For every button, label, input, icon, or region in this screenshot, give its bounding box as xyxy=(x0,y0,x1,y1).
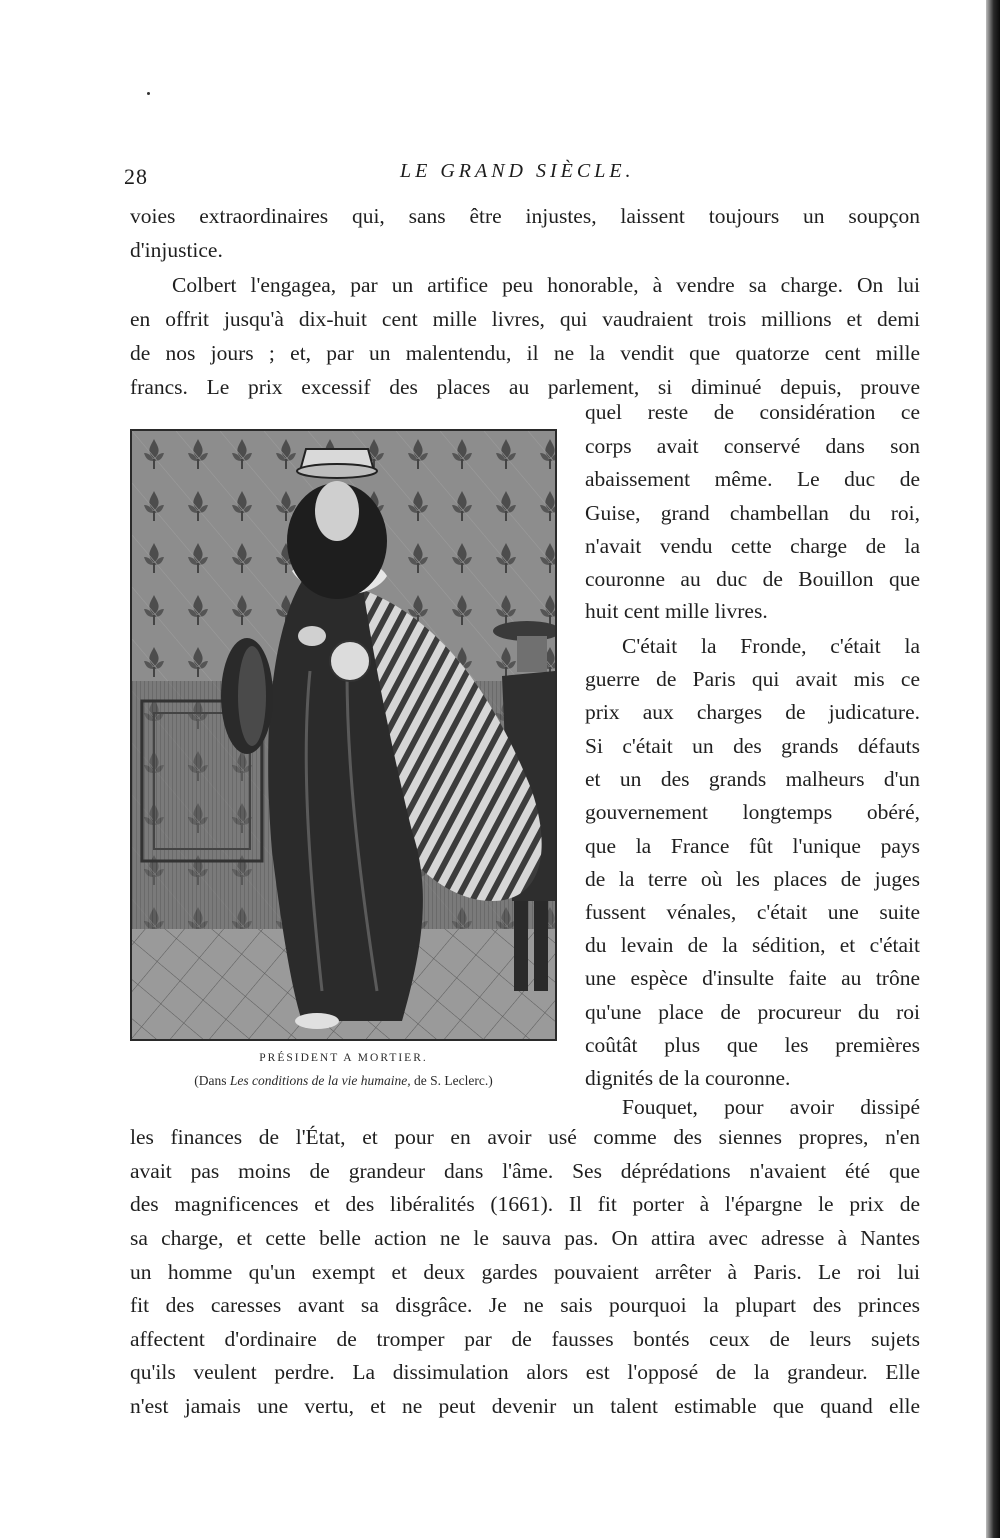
caption-suffix: de S. Leclerc.) xyxy=(410,1073,493,1088)
engraving-illustration xyxy=(132,431,555,1039)
body-line: prix aux charges de judicature. xyxy=(585,700,920,724)
body-line: sa charge, et cette belle action ne le sauva pas. On attira avec adresse à Nantes xyxy=(130,1226,920,1250)
body-line: quel reste de considération ce xyxy=(585,400,920,424)
body-line: corps avait conservé dans son xyxy=(585,434,920,458)
body-line: Guise, grand chambellan du roi, xyxy=(585,501,920,525)
body-line: fit des caresses avant sa disgrâce. Je ne sais pourquoi la plupart des princes xyxy=(130,1293,920,1317)
body-line: des magnificences et des libéralités (1661). Il fit porter à l'épargne le prix de xyxy=(130,1192,920,1216)
body-line: avait pas moins de grandeur dans l'âme. Ses déprédations n'avaient été que xyxy=(130,1159,920,1183)
body-line: fussent vénales, c'était une suite xyxy=(585,900,920,924)
scan-edge-shadow xyxy=(986,0,1000,1538)
body-line: que la France fût l'unique pays xyxy=(585,834,920,858)
body-line: Fouquet, pour avoir dissipé xyxy=(622,1095,920,1119)
body-line: gouvernement longtemps obéré, xyxy=(585,800,920,824)
body-line: qu'une place de procureur du roi xyxy=(585,1000,920,1024)
body-line: de la terre où les places de juges xyxy=(585,867,920,891)
body-line: abaissement même. Le duc de xyxy=(585,467,920,491)
body-line: une espèce d'insulte faite au trône xyxy=(585,966,920,990)
body-line: C'était la Fronde, c'était la xyxy=(622,634,920,658)
scan-speck xyxy=(147,92,150,95)
page-number: 28 xyxy=(124,164,148,189)
body-line: guerre de Paris qui avait mis ce xyxy=(585,667,920,691)
caption-work-title: Les conditions de la vie humaine, xyxy=(229,1073,411,1088)
figure-caption-source xyxy=(130,1073,557,1089)
figure-caption-title: PRÉSIDENT A MORTIER. xyxy=(259,1052,428,1064)
body-line: Colbert l'engagea, par un artifice peu honorable, à vendre sa charge. On lui xyxy=(172,273,920,297)
body-line: affectent d'ordinaire de tromper par de fausses bontés ceux de leurs sujets xyxy=(130,1327,920,1351)
body-line: en offrit jusqu'à dix-huit cent mille livres, qui vaudraient trois millions et demi xyxy=(130,307,920,331)
body-line: les finances de l'État, et pour en avoir usé comme des siennes propres, n'en xyxy=(130,1125,920,1149)
body-line: et un des grands malheurs d'un xyxy=(585,767,920,791)
body-line: Si c'était un des grands défauts xyxy=(585,734,920,758)
body-line: voies extraordinaires qui, sans être injustes, laissent toujours un soupçon xyxy=(130,204,920,228)
body-line: n'est jamais une vertu, et ne peut devenir un talent estimable que quand elle xyxy=(130,1394,920,1418)
body-line: qu'ils veulent perdre. La dissimulation alors est l'opposé de la grandeur. Elle xyxy=(130,1360,920,1384)
body-line: du levain de la sédition, et c'était xyxy=(585,933,920,957)
engraving-figure xyxy=(130,429,557,1041)
body-line: d'injustice. xyxy=(130,238,223,262)
body-line: n'avait vendu cette charge de la xyxy=(585,534,920,558)
body-line: huit cent mille livres. xyxy=(585,599,768,623)
body-line: de nos jours ; et, par un malentendu, il ne la vendit que quatorze cent mille xyxy=(130,341,920,365)
body-line: dignités de la couronne. xyxy=(585,1066,791,1090)
body-line: couronne au duc de Bouillon que xyxy=(585,567,920,591)
caption-prefix: (Dans xyxy=(194,1073,230,1088)
body-line: un homme qu'un exempt et deux gardes pouvaient arrêter à Paris. Le roi lui xyxy=(130,1260,920,1284)
running-title: LE GRAND SIÈCLE. xyxy=(400,160,635,182)
body-line: francs. Le prix excessif des places au parlement, si diminué depuis, prouve xyxy=(130,375,920,399)
body-line: coûtât plus que les premières xyxy=(585,1033,920,1057)
